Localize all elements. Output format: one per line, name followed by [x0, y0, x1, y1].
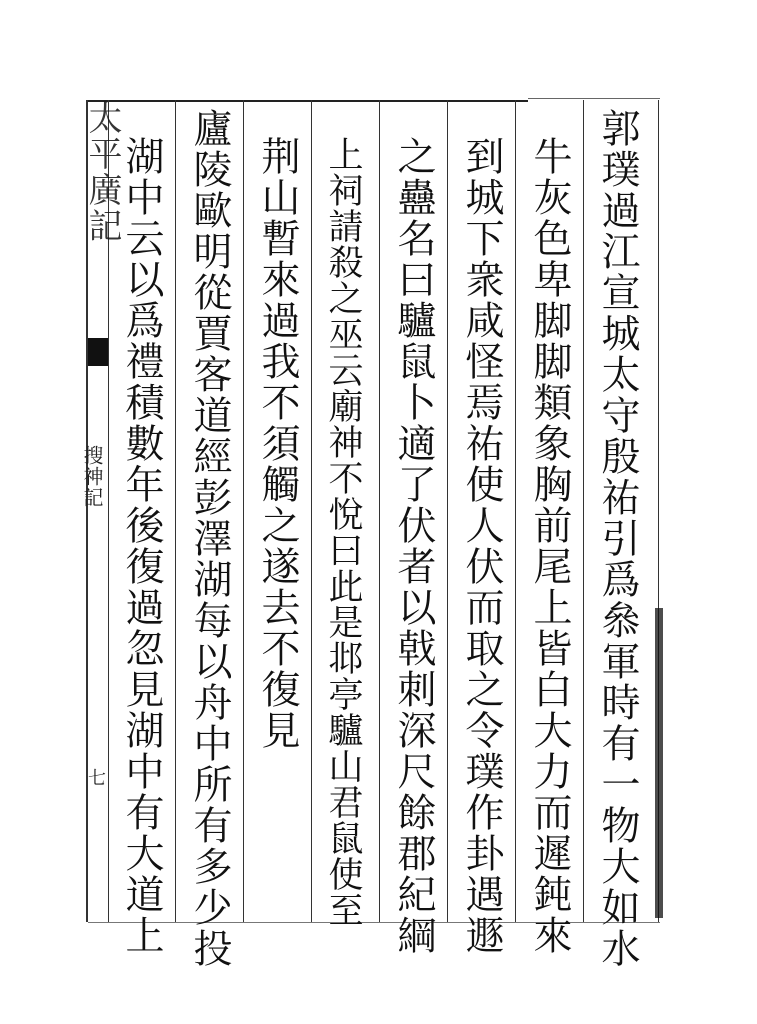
folio-number: 七: [85, 768, 106, 786]
text-column-3: 到城下衆咸怪焉祐使人伏而取之令璞作卦遇遯: [459, 136, 504, 956]
column-divider: [515, 100, 516, 922]
text-column-2: 牛灰色卑脚脚類象胸前尾上皆白大力而遲鈍來: [527, 136, 572, 956]
right-edge-bar: [655, 608, 663, 918]
text-column-7: 廬陵歐明從賈客道經彭澤湖每以舟中所有多少投: [187, 108, 232, 969]
margin-title: 搜神記: [80, 445, 104, 508]
column-divider: [243, 100, 244, 922]
column-divider: [175, 100, 176, 922]
column-divider: [447, 100, 448, 922]
column-divider: [379, 100, 380, 922]
top-frame-line: [88, 100, 528, 102]
top-frame-line-right: [528, 98, 660, 99]
text-column-6: 荆山暫來過我不須觸之遂去不復見: [255, 136, 300, 751]
fishtail-mark: [88, 338, 108, 366]
text-column-5: 上祠請殺之巫云廟神不悅曰此是邶亭驢山君鼠使至: [323, 136, 363, 928]
text-column-8: 湖中云以爲禮積數年後復過忽見湖中有大道上: [119, 136, 164, 956]
text-column-4: 之蠱名曰驢鼠卜適了伏者以戟刺深尺餘郡紀綱: [391, 136, 436, 956]
text-column-1: 郭璞過江宣城太守殷祐引爲叅軍時有一物大如水: [595, 108, 640, 969]
spine-title: 太平廣記: [82, 100, 122, 244]
bottom-frame-line: [88, 922, 660, 923]
column-divider: [583, 100, 584, 922]
column-divider: [311, 100, 312, 922]
